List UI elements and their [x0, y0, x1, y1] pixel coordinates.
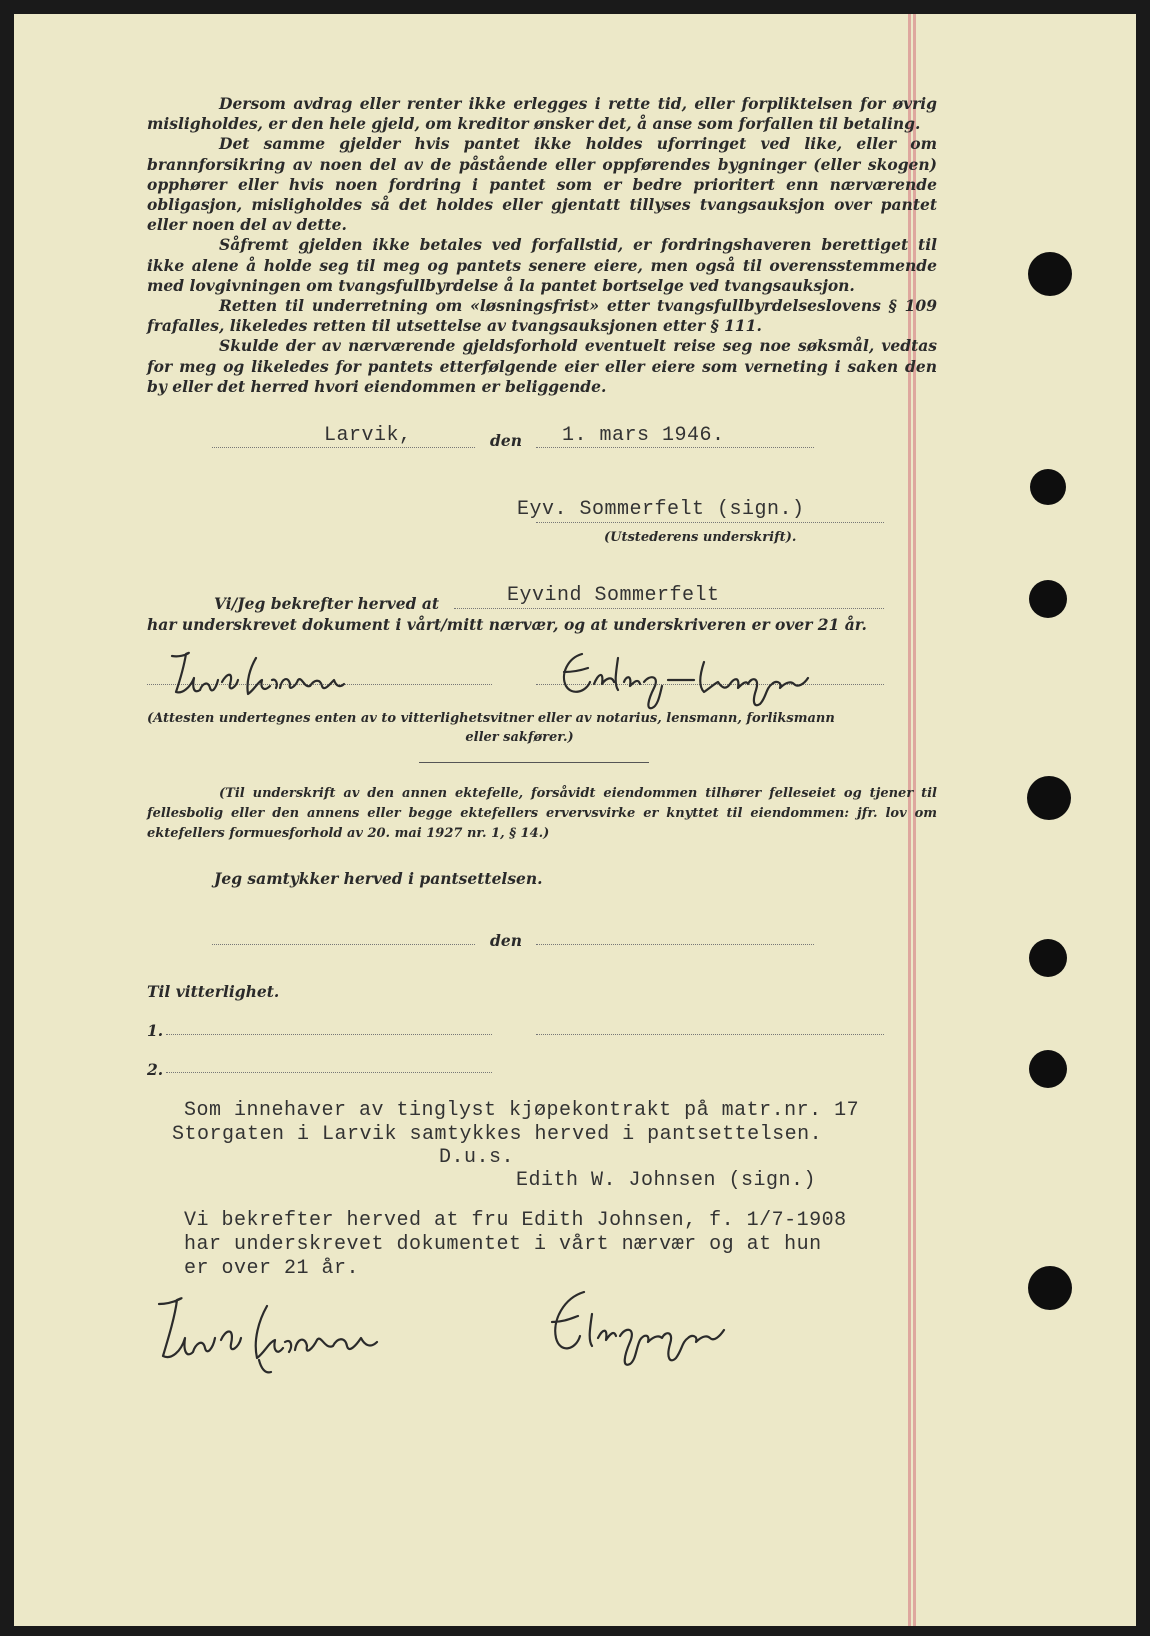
issuer-caption: (Utstederens underskrift).	[604, 530, 797, 545]
witness-name-line	[454, 608, 884, 609]
witness-item-1-line-left	[166, 1034, 492, 1035]
til-vitterlighet-heading: Til vitterlighet.	[147, 982, 280, 1001]
paragraph-default: Dersom avdrag eller renter ikke erlegges i rette tid, eller forpliktelsen for øvrig misligholdes, er den hele gjeld, om kreditor ønsker det, å anse som forfallen til betaling.	[147, 94, 937, 134]
place-text: Larvik,	[324, 424, 412, 447]
witness-statement: har underskrevet dokument i vårt/mitt nærvær, og at underskriveren er over 21 år.	[147, 615, 867, 634]
witness-item-1-label: 1.	[147, 1021, 164, 1040]
witness-lead-label: Vi/Jeg bekrefter herved at	[214, 594, 440, 613]
consent-place-line	[212, 944, 475, 945]
punch-hole	[1029, 1050, 1067, 1088]
issuer-signature-line	[536, 522, 884, 523]
witness-caption-line2: eller sakfører.)	[465, 730, 574, 745]
witness-signature-left	[164, 644, 364, 704]
spouse-note-text: (Til underskrift av den annen ektefelle, forsåvidt eiendommen tilhører felleseiet og tjener til fellesbolig eller den annens eller begge ektefellers ervervsvirke er knyttet til eiendommen: jfr. lov om ektefellers formuesforhold av 20. mai 1927 nr. 1, § 14.)	[147, 786, 937, 841]
punch-hole	[1030, 469, 1066, 505]
addendum-confirm-line1: Vi bekrefter herved at fru Edith Johnsen, f. 1/7-1908	[184, 1209, 847, 1232]
date-dotted-line	[536, 447, 814, 448]
paragraph-notice-waiver: Retten til underretning om «løsningsfrist» etter tvangsfullbyrdelseslovens § 109 frafalles, likeledes retten til utsettelse av tvangsauksjonen etter § 111.	[147, 296, 937, 336]
punch-hole	[1028, 252, 1072, 296]
paragraph-venue: Skulde der av nærværende gjeldsforhold eventuelt reise seg noe søksmål, vedtas for meg og likeledes for pantets etterfølgende eier eller eiere som verneting i saken den by eller det herred hvori eiendommen er beliggende.	[147, 336, 937, 396]
addendum-dus: D.u.s.	[439, 1146, 515, 1169]
consent-text: Jeg samtykker herved i pantsettelsen.	[214, 869, 543, 888]
witness-caption-line1: (Attesten undertegnes enten av to vitterlighetsvitner eller av notarius, lensmann, forliksmann	[147, 711, 835, 726]
witness-signature-right	[544, 644, 834, 714]
punch-hole	[1027, 776, 1071, 820]
addendum-confirm-line3: er over 21 år.	[184, 1257, 360, 1280]
addendum-signature: Edith W. Johnsen (sign.)	[516, 1169, 817, 1192]
section-divider	[419, 762, 649, 763]
den-label: den	[490, 431, 522, 450]
addendum-line1: Som innehaver av tinglyst kjøpekontrakt på matr.nr. 17	[184, 1099, 860, 1122]
witness-item-2-label: 2.	[147, 1060, 164, 1079]
addendum-signature-left	[149, 1286, 389, 1376]
consent-date-line	[536, 944, 814, 945]
issuer-signature: Eyv. Sommerfelt (sign.)	[517, 498, 805, 521]
punch-hole	[1029, 580, 1067, 618]
addendum-line2: Storgaten i Larvik samtykkes herved i pantsettelsen.	[172, 1123, 823, 1146]
witness-item-1-line-right	[536, 1034, 884, 1035]
addendum-confirm-line2: har underskrevet dokumentet i vårt nærvær og at hun	[184, 1233, 822, 1256]
spouse-note	[147, 784, 937, 844]
document-page	[14, 14, 1136, 1626]
witness-name: Eyvind Sommerfelt	[507, 584, 720, 607]
main-terms-text	[147, 94, 937, 397]
addendum-signature-right	[524, 1284, 754, 1374]
place-dotted-line	[212, 447, 475, 448]
witness-item-2-line	[166, 1072, 492, 1073]
date-text: 1. mars 1946.	[562, 424, 725, 447]
paragraph-enforcement: Såfremt gjelden ikke betales ved forfallstid, er fordringshaveren berettiget til ikke alene å holde seg til meg og pantets senere eiere, men også til overensstemmende med lovgivningen om tvangsfullbyrdelse å la pantet bortselge ved tvangsauksjon.	[147, 235, 937, 295]
punch-hole	[1029, 939, 1067, 977]
paragraph-collateral: Det samme gjelder hvis pantet ikke holdes uforringet ved like, eller om brannforsikring av noen del av de påstående eller oppførendes bygninger (eller skogen) opphører eller hvis noen fordring i pantet som er bedre prioritert enn nærværende obligasjon, misligholdes så det holdes eller gjentatt tillyses tvangsauksjon over pantet eller noen del av dette.	[147, 134, 937, 235]
punch-hole	[1028, 1266, 1072, 1310]
consent-den-label: den	[490, 931, 522, 950]
